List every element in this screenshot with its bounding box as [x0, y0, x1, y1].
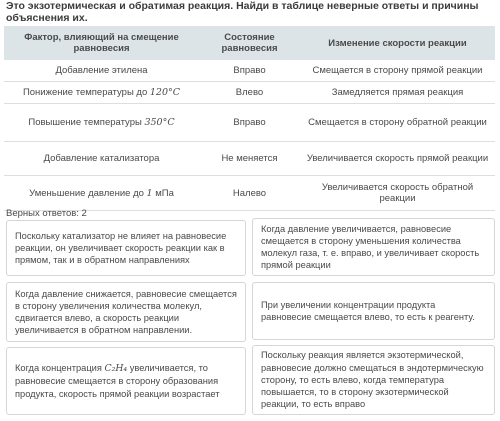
task-title: Это экзотермическая и обратимая реакция. Найди в таблице неверные ответы и причины объяснения их.: [6, 0, 479, 24]
answer-card[interactable]: [6, 282, 246, 342]
table-row: [4, 104, 495, 142]
table-row: [4, 142, 495, 176]
factor-cell: Добавление катализатора: [4, 142, 199, 176]
answer-card-text: Когда давление увеличивается, равновесие смещается в сторону уменьшения количества молекул газа, т. е. вправо, и увеличивает скорость прямой реакции: [261, 223, 480, 271]
answer-card-text: Поскольку катализатор не влияет на равновесие реакции, он увеличивает скорость реакции как в прямом, так и в обратном направлениях: [15, 230, 227, 266]
table-header-row: [4, 26, 495, 60]
factor-cell: Добавление этилена: [4, 60, 199, 82]
header-factor: Фактор, влияющий на смещение равновесия: [4, 26, 199, 60]
answer-card-text: Когда концентрация C₂H₄ увеличивается, то равновесие смещается в сторону образования продукта, скорость прямой реакции возрастает: [15, 363, 220, 399]
state-cell: Налево: [199, 176, 300, 211]
formula-ethylene: C₂H₄: [104, 363, 128, 375]
factor-cell: Повышение температуры 350°C: [4, 104, 199, 142]
answer-card[interactable]: [252, 282, 495, 340]
answer-card[interactable]: [252, 218, 495, 276]
header-state: Состояние равновесия: [199, 26, 300, 60]
answer-card-text: Поскольку реакция является экзотермической, равновесие должно смещаться в эндотермическую сторону, то есть влево, когда температура повышается, то в сторону экзотермической реакции, то есть вправо: [261, 350, 484, 410]
answer-card[interactable]: [252, 345, 495, 415]
table-row: [4, 82, 495, 104]
state-cell: Вправо: [199, 104, 300, 142]
temperature-value: 120°C: [149, 87, 181, 98]
answer-card[interactable]: [6, 347, 246, 415]
factor-cell: Уменьшение давление до 1 мПа: [4, 176, 199, 211]
rate-cell: Смещается в сторону прямой реакции: [300, 60, 495, 82]
rate-cell: Увеличивается скорость обратной реакции: [300, 176, 495, 211]
temperature-value: 350°C: [144, 117, 175, 128]
answer-card-text: Когда давление снижается, равновесие смещается в сторону увеличения количества молекул, сдвигается влево, а скорость реакции увеличивается в обратном направлении.: [15, 288, 237, 336]
answer-card[interactable]: [6, 220, 246, 276]
state-cell: Не меняется: [199, 142, 300, 176]
correct-answers-count: Верных ответов: 2: [6, 208, 87, 219]
equilibrium-table: [4, 26, 495, 211]
table-row: [4, 176, 495, 211]
rate-cell: Увеличивается скорость прямой реакции: [300, 142, 495, 176]
rate-cell: Смещается в сторону обратной реакции: [300, 104, 495, 142]
state-cell: Влево: [199, 82, 300, 104]
pressure-value: 1: [146, 187, 153, 199]
header-rate: Изменение скорости реакции: [300, 26, 495, 60]
state-cell: Вправо: [199, 60, 300, 82]
rate-cell: Замедляется прямая реакция: [300, 82, 495, 104]
factor-cell: Понижение температуры до 120°C: [4, 82, 199, 104]
answer-card-text: При увеличении концентрации продукта равновесие смещается влево, то есть к реагенту.: [261, 299, 475, 322]
table-row: [4, 60, 495, 82]
